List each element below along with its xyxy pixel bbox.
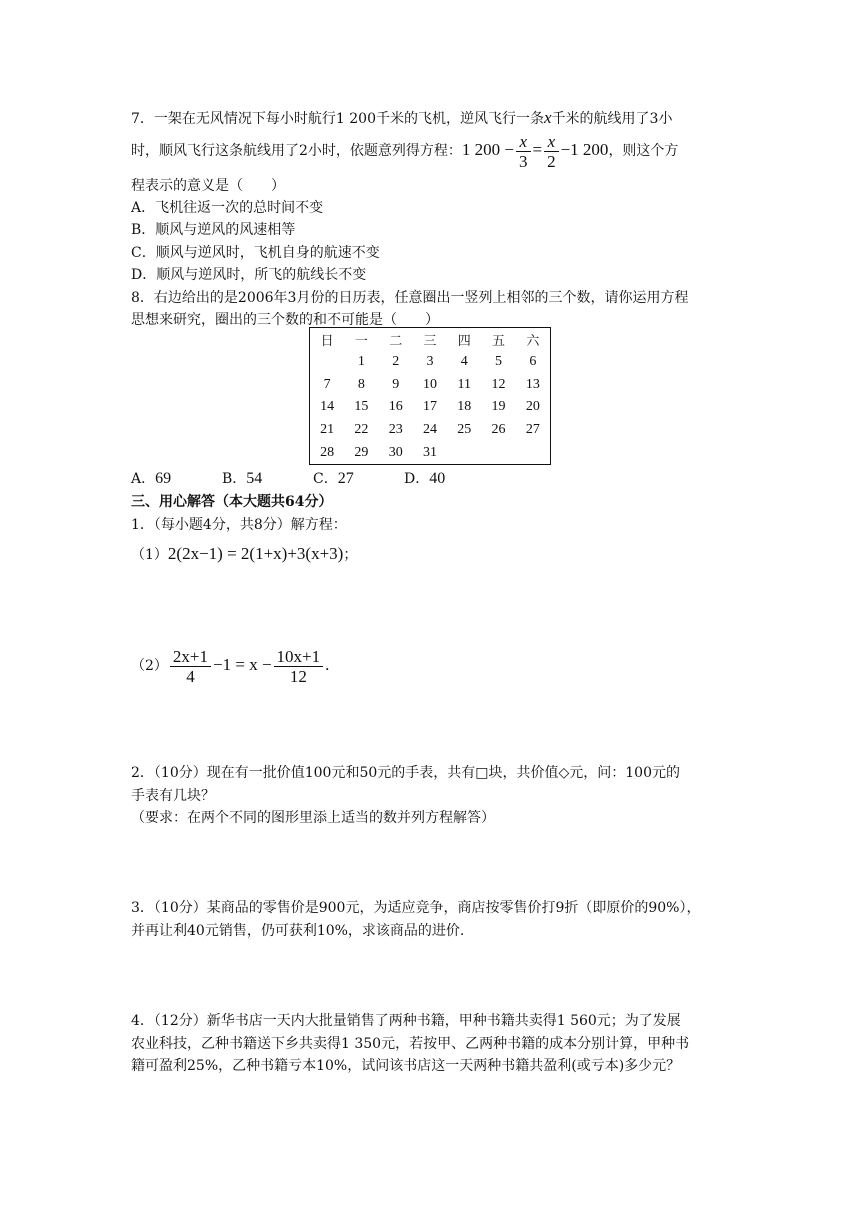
calendar-row: [310, 396, 551, 419]
q7-fraction-1: [516, 132, 531, 171]
calendar-table: [309, 327, 551, 465]
q7-eq-equals: =: [532, 140, 543, 159]
calendar-header-cell: 一: [354, 333, 368, 349]
calendar-cell: 22: [354, 421, 369, 437]
problem-4-line-3: 籍可盈利25%，乙种书籍亏本10%，试问该书店这一天两种书籍共盈利(或亏本)多少元？: [131, 1058, 681, 1074]
q7-option-b: B．顺风与逆风的风速相等: [131, 222, 296, 238]
q8-option-b-label: B．: [222, 471, 247, 487]
q7-fraction-2: [544, 132, 559, 171]
calendar-cell: 27: [525, 421, 540, 437]
q8-option-d: [404, 469, 445, 489]
q7-frac1-num: x: [516, 132, 531, 152]
q8-line-2: 思想来研究，圈出的三个数的和不可能是（ ）: [131, 312, 439, 328]
q7-text-3: 程表示的意义是（ ）: [131, 178, 285, 194]
q7-frac1-den: 3: [519, 151, 528, 171]
problem-1-intro: 1．（每小题4分，共8分）解方程：: [131, 517, 347, 533]
problem-3-line-1: 3．（10分）某商品的零售价是900元，为适应竞争，商店按零售价打9折（即原价的90%），: [131, 900, 701, 916]
calendar-cell: 25: [457, 421, 472, 437]
q7-eq-a: 1 200 −: [461, 140, 514, 159]
problem-4-line-1: 4．（12分）新华书店一天内大批量销售了两种书籍，甲种书籍共卖得1 560元；为了发展: [131, 1013, 681, 1029]
calendar-cell: 18: [457, 399, 472, 415]
q8-option-a-value: 69: [155, 470, 172, 487]
q7-eq-b: −1 200: [560, 140, 609, 159]
problem-4-line-2: 农业科技，乙种书籍送下乡共卖得1 350元，若按甲、乙两种书籍的成本分别计算，甲种书: [131, 1036, 690, 1052]
problem-1-part-2: [131, 645, 329, 686]
q8-option-c: [313, 469, 354, 489]
q8-option-a-label: A．: [131, 471, 156, 487]
q7-frac2-num: x: [544, 132, 559, 152]
q8-option-b: [222, 469, 262, 489]
part-2-frac2-den: 12: [289, 666, 307, 686]
part-2-frac2-num: 10x+1: [274, 647, 324, 667]
problem-2-line-3: （要求：在两个不同的图形里添上适当的数并列方程解答）: [131, 810, 495, 826]
calendar-cell: 26: [491, 421, 506, 437]
calendar-header-cell: 二: [389, 333, 403, 349]
calendar-cell: 14: [320, 399, 335, 415]
q7-line-1: [131, 108, 672, 129]
calendar-cell: 6: [529, 354, 537, 369]
calendar-cell: 17: [422, 399, 437, 415]
calendar-cell: 19: [491, 399, 506, 415]
calendar-cell: 31: [422, 444, 437, 460]
part-2-frac1-den: 4: [186, 666, 195, 686]
calendar-row: [310, 419, 551, 442]
q7-var-x: x: [544, 108, 552, 127]
calendar-cell: 5: [495, 354, 503, 369]
calendar-header-cell: 六: [526, 333, 540, 349]
calendar-cell: 13: [525, 376, 540, 392]
q7-text-1-end: 千米的航线用了3小: [551, 111, 673, 127]
calendar-header-cell: 四: [457, 333, 471, 349]
calendar-cell: [516, 441, 551, 464]
part-1-label: （1）: [131, 547, 168, 563]
part-2-middle: −1 = x −: [213, 655, 272, 674]
part-2-end: .: [325, 655, 330, 674]
part-2-frac1-num: 2x+1: [170, 647, 211, 667]
calendar-header-row: [310, 328, 551, 351]
problem-2-line-2: 手表有几块？: [131, 788, 215, 804]
calendar-cell: 12: [491, 376, 506, 392]
calendar-cell: 23: [388, 421, 403, 437]
q7-text-2-end: ，则这个方: [608, 143, 679, 159]
problem-2-line-1: 2．（10分）现在有一批价值100元和50元的手表，共有□块，共价值◇元，问：100元的: [131, 765, 680, 781]
calendar-cell: 24: [422, 421, 437, 437]
q7-text-1: 7．一架在无风情况下每小时航行1 200千米的飞机，逆风飞行一条: [131, 111, 544, 127]
calendar-header-cell: 日: [320, 333, 334, 349]
section-3-title: 三、用心解答（本大题共64分）: [131, 494, 333, 510]
part-2-label: （2）: [131, 658, 168, 674]
q7-option-a: A．飞机往返一次的总时间不变: [131, 200, 324, 216]
calendar-cell: 3: [426, 354, 434, 369]
calendar-cell: [310, 351, 345, 374]
calendar-cell: 4: [460, 354, 468, 369]
q7-text-2: 时，顺风飞行这条航线用了2小时，依题意列得方程：: [131, 143, 462, 159]
calendar-cell: 10: [422, 376, 437, 392]
q7-frac2-den: 2: [547, 151, 556, 171]
calendar-cell: 1: [357, 354, 365, 369]
calendar-header-cell: 五: [492, 333, 506, 349]
q7-line-2: [131, 130, 678, 171]
calendar-cell: 7: [323, 376, 331, 392]
calendar-header-cell: 三: [423, 333, 437, 349]
q8-option-b-value: 54: [246, 470, 263, 487]
q8-line-1: 8．右边给出的是2006年3月份的日历表，任意圈出一竖列上相邻的三个数，请你运用方程: [131, 290, 689, 306]
calendar-cell: 30: [388, 444, 403, 460]
q8-option-d-value: 40: [429, 470, 446, 487]
calendar-cell: 20: [525, 399, 540, 415]
q7-option-d: D．顺风与逆风时，所飞的航线长不变: [131, 267, 367, 283]
calendar-row: [310, 373, 551, 396]
calendar-cell: [481, 441, 515, 464]
calendar-row: [310, 351, 551, 374]
calendar-cell: 9: [392, 376, 400, 392]
calendar-cell: 15: [354, 399, 369, 415]
q8-option-d-label: D．: [404, 471, 430, 487]
part-2-fraction-2: [274, 647, 324, 686]
calendar-cell: 29: [354, 444, 369, 460]
q8-option-a: [131, 469, 171, 489]
q8-option-c-value: 27: [337, 470, 354, 487]
calendar-cell: 8: [357, 376, 365, 392]
q8-option-c-label: C．: [313, 471, 338, 487]
problem-3-line-2: 并再让利40元销售，仍可获利10%，求该商品的进价.: [131, 923, 465, 939]
calendar-cell: 2: [392, 354, 400, 369]
calendar-cell: 16: [388, 399, 403, 415]
part-1-equation: 2(2x−1) = 2(1+x)+3(x+3): [167, 544, 344, 563]
calendar-row: [310, 441, 551, 464]
calendar-cell: [447, 441, 481, 464]
q7-line-3: [131, 176, 285, 196]
calendar-cell: 21: [320, 421, 335, 437]
calendar-cell: 11: [457, 376, 471, 392]
calendar-cell: 28: [320, 444, 335, 460]
part-1-end: ；: [343, 547, 358, 563]
problem-1-part-1: [131, 544, 357, 565]
part-2-fraction-1: [170, 647, 211, 686]
q7-option-c: C．顺风与逆风时，飞机自身的航速不变: [131, 245, 380, 261]
